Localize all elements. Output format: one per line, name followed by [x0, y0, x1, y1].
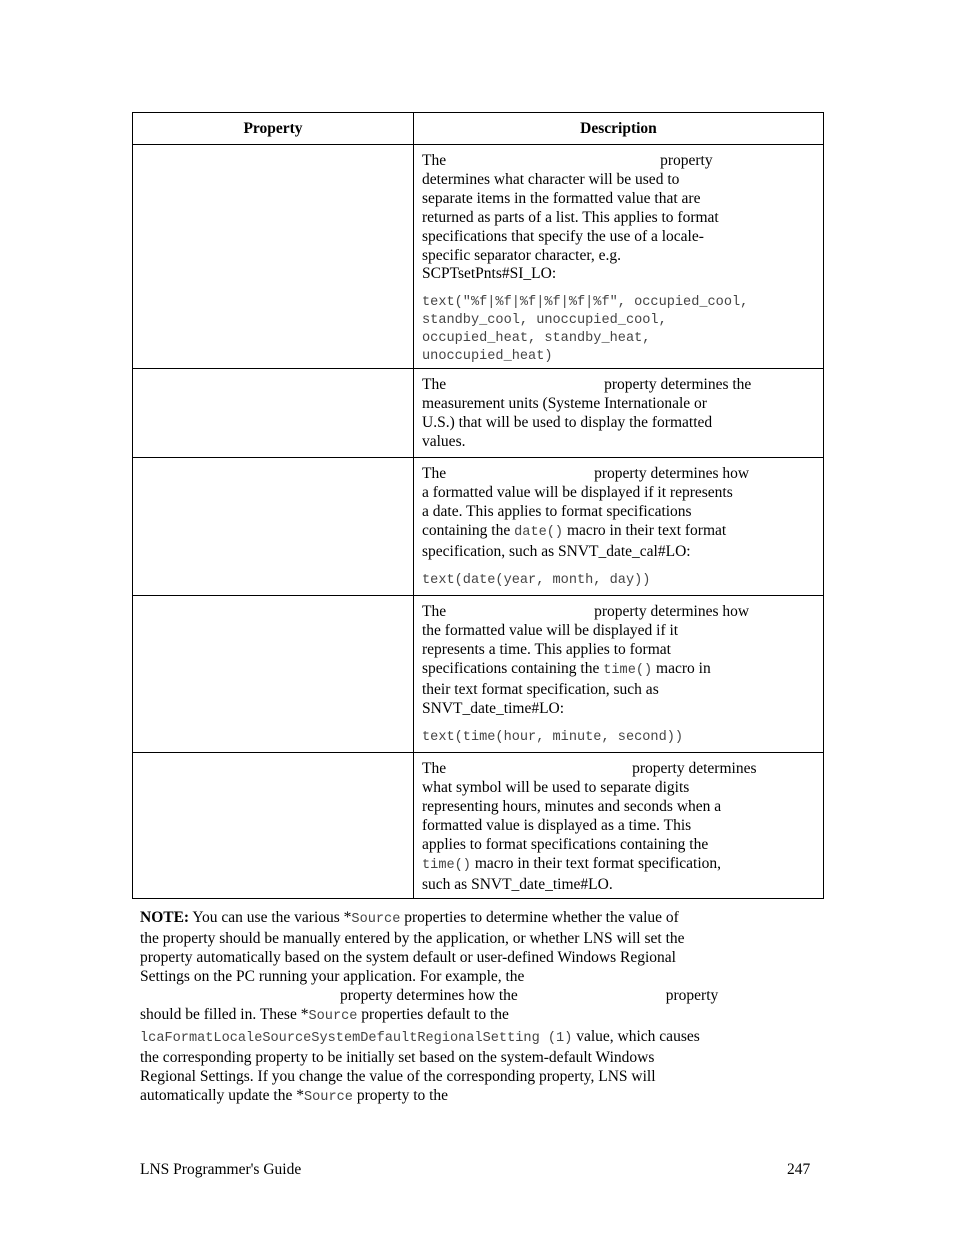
note-paragraph: NOTE: You can use the various *Source properties to determine whether the value of the property should be manually entered by the application, or whether LNS will set the property automatically based on the system default or user-defined Windows Regional Settings on the PC running your application. For example, the property determines how the property should be filled in. These *Source properties default to the lcaFormatLocaleSourceSystemDefaultRegionalSetting (1) value, which causes the corresponding property to be initially set based on the system-default Windows Regional Settings. If you change the value of the corresponding property, LNS will automatically update the *Source property to the	[140, 909, 719, 1105]
property-cell	[133, 369, 414, 458]
properties-table	[132, 112, 824, 899]
header-description: Description	[414, 113, 824, 145]
table-row	[133, 145, 824, 369]
footer-title: LNS Programmer's Guide	[140, 1161, 302, 1178]
header-property: Property	[133, 113, 414, 145]
code-example: text(time(hour, minute, second))	[422, 729, 684, 745]
page-number: 247	[787, 1161, 811, 1178]
table-row	[133, 596, 824, 753]
table-row	[133, 753, 824, 899]
property-cell	[133, 753, 414, 899]
table-row	[133, 458, 824, 596]
property-cell	[133, 458, 414, 596]
description-cell: The property determines what character will be used to separate items in the formatted value that are returned as parts of a list. This applies to format specifications that specify the use of a locale- specific separator character, e.g. SCPTsetPnts#SI_LO: text("%f|%f|%f|%f|%f|%f", occupied_cool, standby_cool, unoccupied_cool, occupied_heat, standby_heat, unoccupied_heat)	[414, 145, 824, 369]
table-header-row	[133, 113, 824, 145]
code-example: text("%f|%f|%f|%f|%f|%f", occupied_cool, standby_cool, unoccupied_cool, occupied_heat, standby_heat, unoccupied_heat)	[422, 295, 749, 365]
table-row	[133, 369, 824, 458]
description-cell: The property determines the measurement units (Systeme Internationale or U.S.) that will be used to display the formatted values.	[414, 369, 824, 458]
description-cell: The property determines how a formatted value will be displayed if it represents a date. This applies to format specifications containing the date() macro in their text format specification, such as SNVT_date_cal#LO: text(date(year, month, day))	[414, 458, 824, 596]
property-cell	[133, 596, 414, 753]
code-example: text(date(year, month, day))	[422, 572, 651, 588]
property-cell	[133, 145, 414, 369]
note-label: NOTE:	[140, 909, 190, 926]
description-cell: The property determines what symbol will be used to separate digits representing hours, minutes and seconds when a formatted value is displayed as a time. This applies to format specifications containing the time() macro in their text format specification, such as SNVT_date_time#LO.	[414, 753, 824, 899]
description-cell: The property determines how the formatted value will be displayed if it represents a time. This applies to format specifications containing the time() macro in their text format specification, such as SNVT_date_time#LO: text(time(hour, minute, second))	[414, 596, 824, 753]
